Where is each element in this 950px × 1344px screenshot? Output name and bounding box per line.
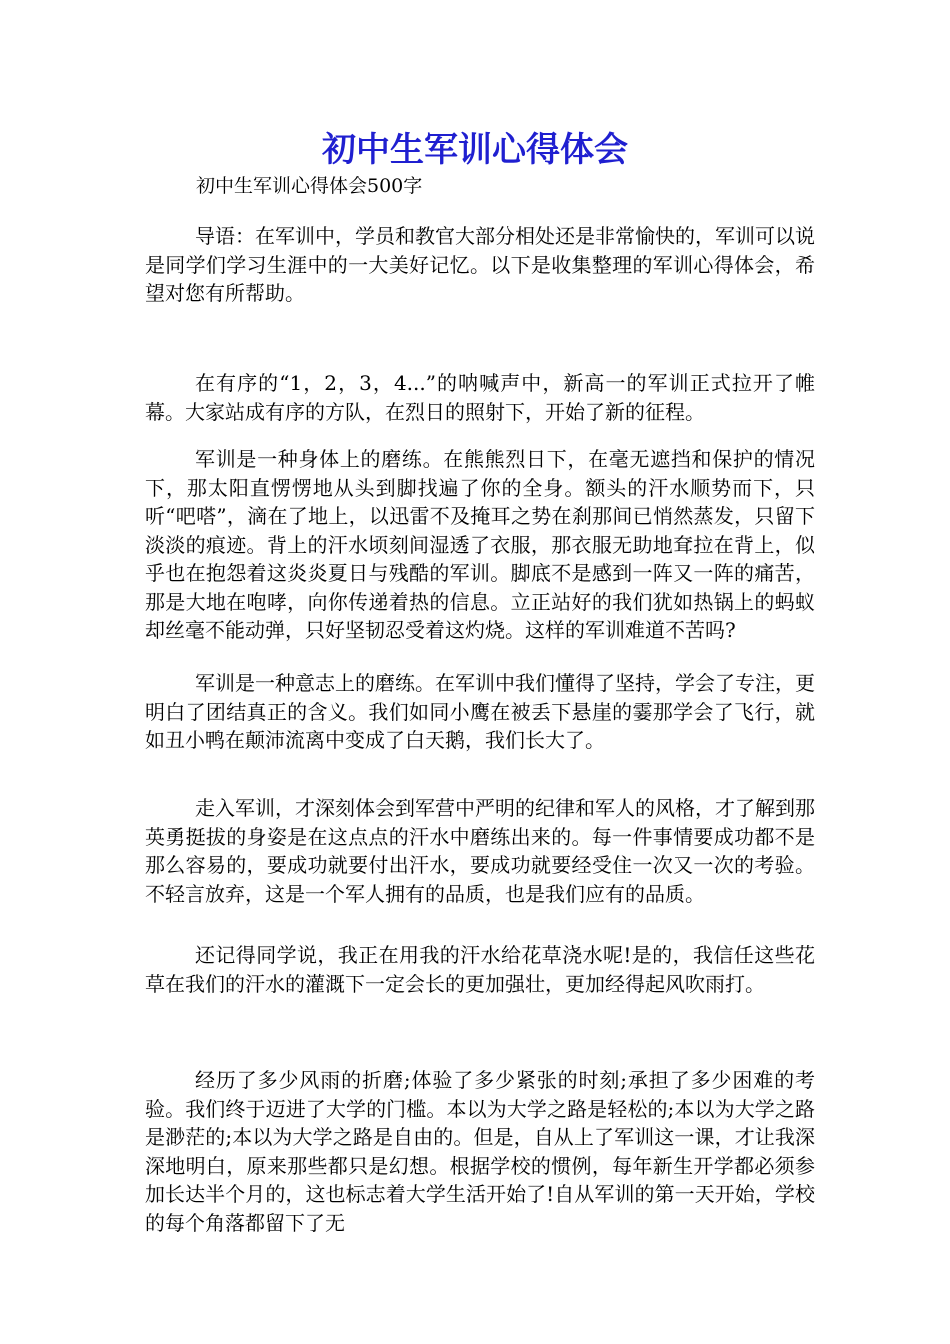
document-subtitle: 初中生军训心得体会500字	[196, 175, 423, 197]
paragraph-intro: 导语：在军训中，学员和教官大部分相处还是非常愉快的，军训可以说是同学们学习生涯中的一大美好记忆。以下是收集整理的军训心得体会，希望对您有所帮助。	[145, 224, 815, 305]
paragraph-physical: 军训是一种身体上的磨练。在熊熊烈日下，在毫无遮挡和保护的情况下，那太阳直愣愣地从头到脚找遍了你的全身。额头的汗水顺势而下，只听“吧嗒”，滴在了地上，以迅雷不及掩耳之势在刹那间已悄然蒸发，只留下淡淡的痕迹。背上的汗水顷刻间湿透了衣服，那衣服无助地耷拉在背上，似乎也在抱怨着这炎炎夏日与残酷的军训。脚底不是感到一阵又一阵的痛苦，那是大地在咆哮，向你传递着热的信息。立正站好的我们犹如热锅上的蚂蚁却丝毫不能动弹，只好坚韧忍受着这灼烧。这样的军训难道不苦吗?	[145, 447, 815, 642]
paragraph-flowers: 还记得同学说，我正在用我的汗水给花草浇水呢!是的，我信任这些花草在我们的汗水的灌溉下一定会长的更加强壮，更加经得起风吹雨打。	[145, 943, 815, 996]
document-title: 初中生军训心得体会	[322, 130, 628, 170]
paragraph-university: 经历了多少风雨的折磨;体验了多少紧张的时刻;承担了多少困难的考验。我们终于迈进了大学的门槛。本以为大学之路是轻松的;本以为大学之路是渺茫的;本以为大学之路是自由的。但是，自从上了军训这一课，才让我深深地明白，原来那些都只是幻想。根据学校的惯例，每年新生开学都必须参加长达半个月的，这也标志着大学生活开始了!自从军训的第一天开始，学校的每个角落都留下了无	[145, 1068, 815, 1235]
paragraph-discipline: 走入军训，才深刻体会到军营中严明的纪律和军人的风格，才了解到那英勇挺拔的身姿是在这点点的汗水中磨练出来的。每一件事情要成功都不是那么容易的，要成功就要付出汗水，要成功就要经受住一次又一次的考验。不轻言放弃，这是一个军人拥有的品质，也是我们应有的品质。	[145, 796, 815, 906]
paragraph-opening: 在有序的“1，2，3，4...”的呐喊声中，新高一的军训正式拉开了帷幕。大家站成有序的方队，在烈日的照射下，开始了新的征程。	[145, 371, 815, 424]
paragraph-willpower: 军训是一种意志上的磨练。在军训中我们懂得了坚持，学会了专注，更明白了团结真正的含义。我们如同小鹰在被丢下悬崖的霎那学会了飞行，就如丑小鸭在颠沛流离中变成了白天鹅，我们长大了。	[145, 671, 815, 752]
